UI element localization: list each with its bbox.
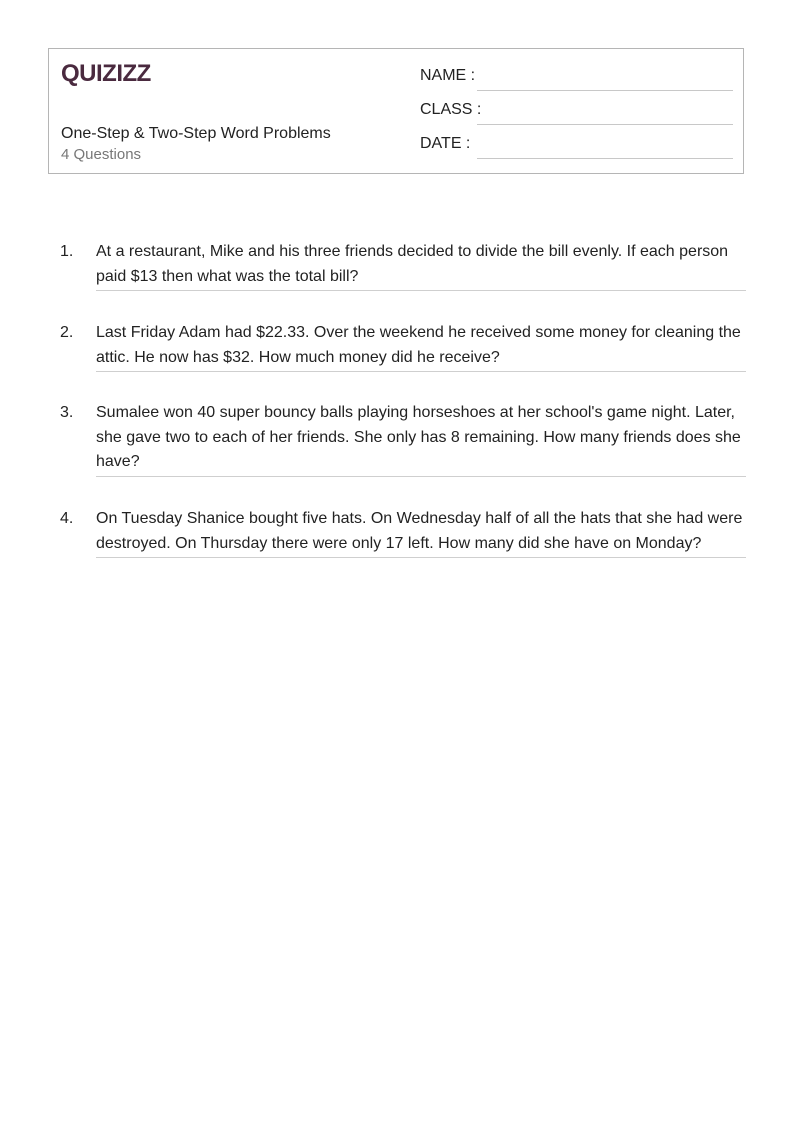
question-number: 4. [60, 510, 74, 527]
question-text: On Tuesday Shanice bought five hats. On Wednesday half of all the hats that she had were destroyed. On Thursday there were only 17 left. How many did she have on Monday? [96, 507, 746, 558]
question-count: 4 Questions [61, 146, 142, 163]
class-write-line[interactable] [477, 124, 733, 125]
class-field [420, 101, 733, 125]
name-label: NAME : [420, 67, 476, 84]
question-number: 1. [60, 243, 74, 260]
question-number: 3. [60, 404, 74, 421]
svg-text:QUIZIZZ: QUIZIZZ [61, 60, 151, 87]
quizizz-logo [61, 59, 153, 87]
date-label: DATE : [420, 135, 471, 152]
date-field [420, 135, 733, 159]
name-write-line[interactable] [477, 90, 733, 91]
question-number: 2. [60, 324, 74, 341]
worksheet-title: One-Step & Two-Step Word Problems [61, 125, 331, 142]
question-text: Sumalee won 40 super bouncy balls playing horseshoes at her school's game night. Later, she gave two to each of her friends. She only has 8 remaining. How many friends does she have? [96, 401, 746, 477]
question-text: At a restaurant, Mike and his three friends decided to divide the bill evenly. If each person paid $13 then what was the total bill? [96, 240, 746, 291]
name-field [420, 67, 733, 91]
class-label: CLASS : [420, 101, 482, 118]
date-write-line[interactable] [477, 158, 733, 159]
question-text: Last Friday Adam had $22.33. Over the weekend he received some money for cleaning the attic. He now has $32. How much money did he receive? [96, 321, 746, 372]
worksheet-header [48, 48, 744, 174]
